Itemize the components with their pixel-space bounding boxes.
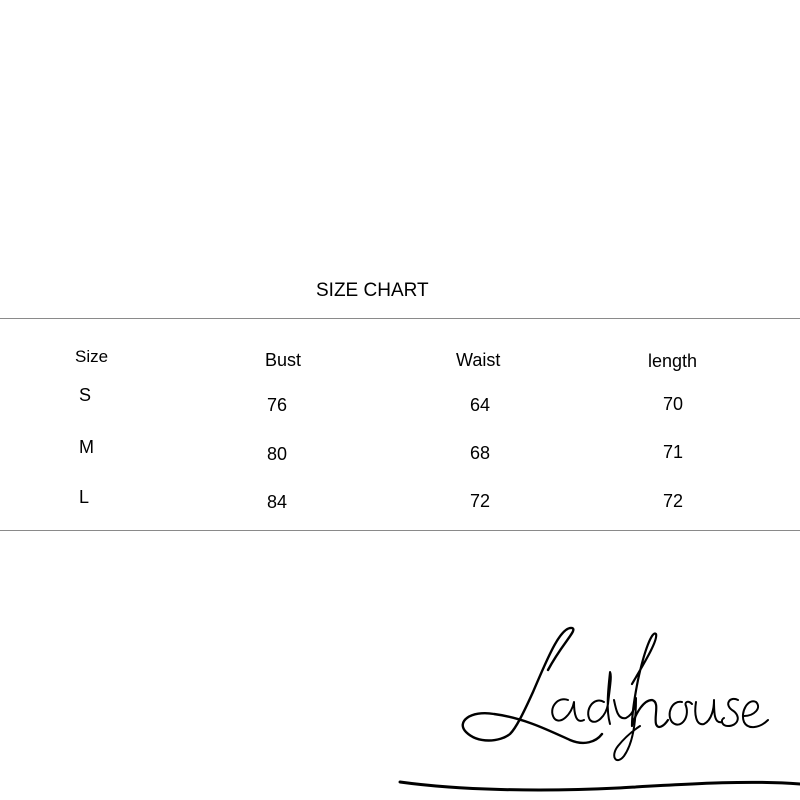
cell-length-m: 71 (663, 442, 684, 462)
top-divider (0, 318, 800, 319)
cell-length-l: 72 (663, 491, 684, 511)
cell-length-s: 70 (663, 394, 684, 414)
ladyhouse-signature-logo (398, 622, 800, 800)
cell-bust-s: 76 (267, 395, 288, 415)
cell-bust-l: 84 (267, 492, 288, 512)
cell-size-s: S (79, 385, 92, 405)
chart-title: SIZE CHART (316, 280, 429, 301)
cell-size-l: L (79, 487, 90, 507)
cell-bust-m: 80 (267, 444, 288, 464)
bottom-divider (0, 530, 800, 531)
cell-waist-m: 68 (470, 443, 491, 463)
cell-waist-s: 64 (470, 395, 491, 415)
header-length: length (648, 351, 698, 371)
header-bust: Bust (265, 350, 302, 370)
cell-size-m: M (79, 437, 94, 457)
header-size: Size (75, 347, 109, 366)
cell-waist-l: 72 (470, 491, 491, 511)
header-waist: Waist (456, 350, 501, 370)
